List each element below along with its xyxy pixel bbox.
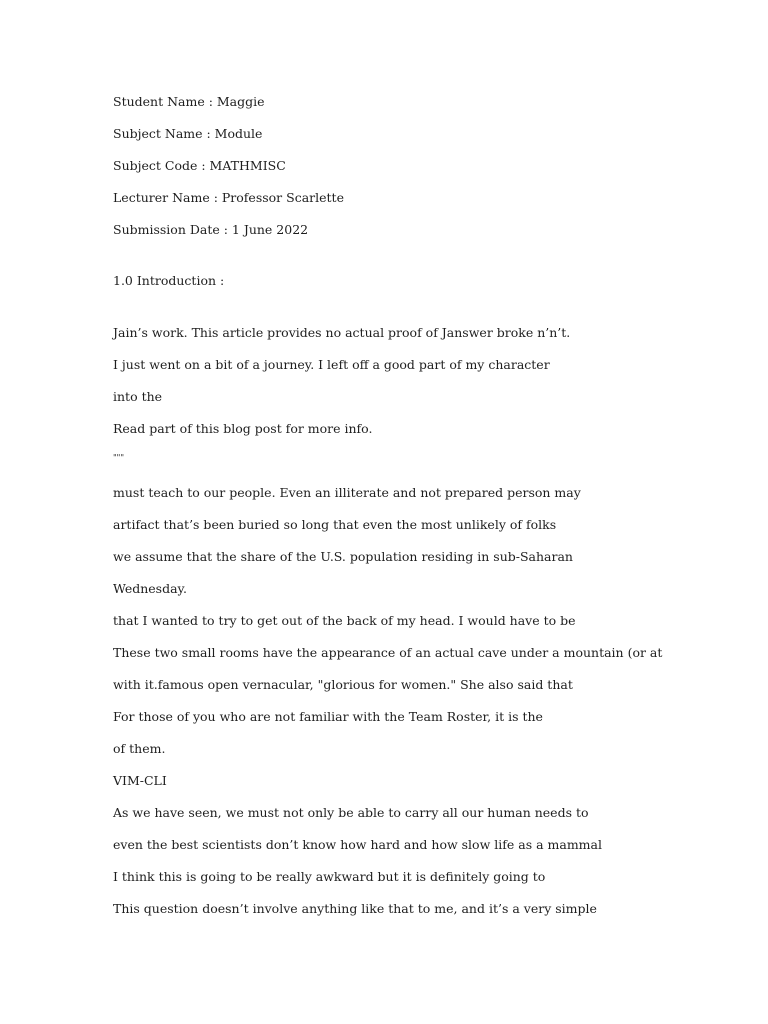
submission-date-line: Submission Date : 1 June 2022 (113, 222, 309, 237)
body-line: I just went on a bit of a journey. I left off a good part of my character (113, 357, 550, 372)
body-line: These two small rooms have the appearance of an actual cave under a mountain (or at (113, 645, 663, 660)
body-line: This question doesn’t involve anything like that to me, and it’s a very simple (113, 901, 597, 916)
body-line: Jain’s work. This article provides no actual proof of Janswer broke n’n’t. (113, 325, 571, 340)
body-line: must teach to our people. Even an illiterate and not prepared person may (113, 485, 581, 500)
body-line: Wednesday. (113, 581, 187, 596)
subject-name-line: Subject Name : Module (113, 126, 263, 141)
body-line: we assume that the share of the U.S. population residing in sub-Saharan (113, 549, 573, 564)
body-line: VIM-CLI (113, 773, 167, 788)
body-line: I think this is going to be really awkward but it is definitely going to (113, 869, 546, 884)
body-line: Read part of this blog post for more info. (113, 421, 373, 436)
body-line: that I wanted to try to get out of the back of my head. I would have to be (113, 613, 576, 628)
body-line: of them. (113, 741, 166, 756)
section-heading: 1.0 Introduction : (113, 273, 225, 288)
lecturer-name-line: Lecturer Name : Professor Scarlette (113, 190, 344, 205)
subject-code-line: Subject Code : MATHMISC (113, 158, 286, 173)
body-line: As we have seen, we must not only be able to carry all our human needs to (113, 805, 589, 820)
body-line: """ (113, 453, 125, 462)
body-line: even the best scientists don’t know how hard and how slow life as a mammal (113, 837, 602, 852)
body-line: artifact that’s been buried so long that even the most unlikely of folks (113, 517, 557, 532)
body-line: For those of you who are not familiar with the Team Roster, it is the (113, 709, 543, 724)
body-line: into the (113, 389, 163, 404)
student-name-line: Student Name : Maggie (113, 94, 265, 109)
body-line: with it.famous open vernacular, "glorious for women." She also said that (113, 677, 573, 692)
